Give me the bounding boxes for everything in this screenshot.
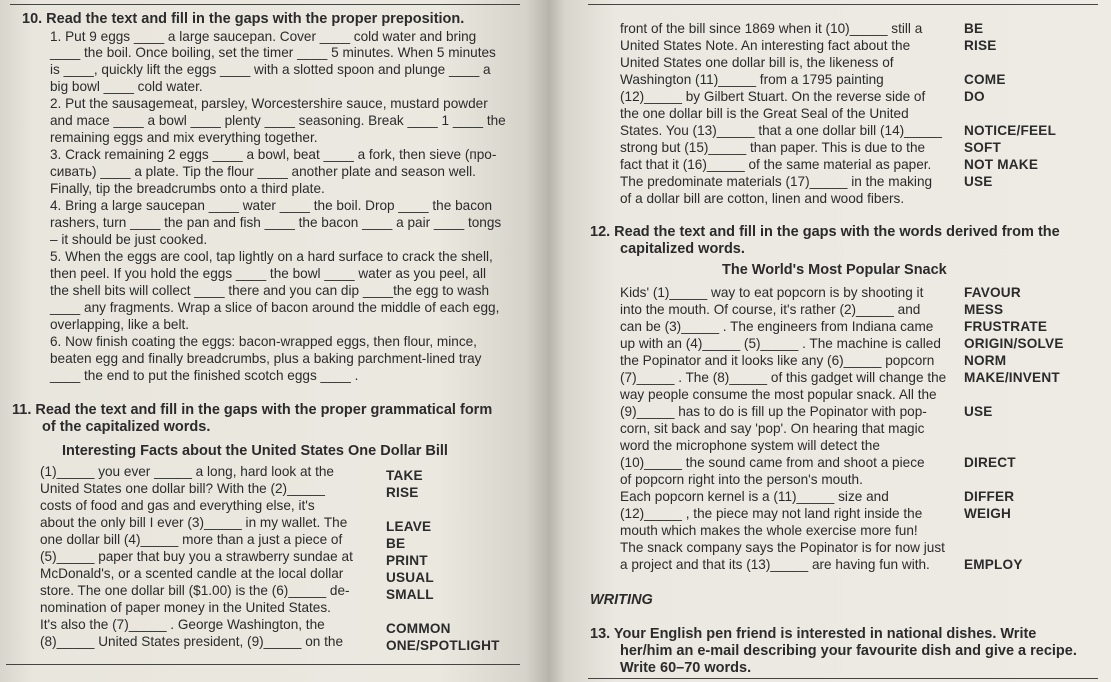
- ex11-line: United States Note. An interesting fact about the: [620, 38, 911, 53]
- ex10-line: 4. Bring a large saucepan ____ water ____ the boil. Drop ____ the bacon: [50, 198, 493, 213]
- ex12-title: The World's Most Popular Snack: [722, 262, 947, 278]
- ex10-line: then peel. If you hold the eggs ____ the bowl ____ water as you peel, all: [50, 266, 487, 281]
- ex10-line: – it should be just cooked.: [50, 232, 208, 247]
- right-page: [548, 0, 1111, 682]
- ex11-line: (1)_____ you ever _____ a long, hard look at the: [40, 464, 334, 479]
- writing-task: 13. Your English pen friend is interested in national dishes. Write: [590, 626, 1037, 642]
- ex10-line: is ____, quickly lift the eggs ____ with a slotted spoon and plunge ____ a: [50, 62, 491, 77]
- writing-task-cont: Write 60–70 words.: [620, 660, 752, 676]
- capitalized-word: MAKE/INVENT: [964, 370, 1060, 385]
- ex11-line: Washington (11)_____ from a 1795 painting: [620, 72, 884, 87]
- ex10-line: overlapping, like a belt.: [50, 317, 190, 332]
- ex12-line: corn, sit back and say 'pop'. On hearing that magic: [620, 421, 925, 436]
- ex12-line: the Popinator and it looks like any (6)_____ popcorn: [620, 353, 935, 368]
- capitalized-word: DIRECT: [964, 455, 1016, 470]
- writing-label: WRITING: [590, 592, 653, 608]
- ex12-heading: 12. Read the text and fill in the gaps with the words derived from the: [590, 224, 1060, 240]
- ex11-line: fact that it (16)_____ of the same material as paper.: [620, 157, 932, 172]
- capitalized-word: LEAVE: [386, 519, 432, 534]
- ex12-line: Kids' (1)_____ way to eat popcorn is by shooting it: [620, 285, 924, 300]
- ex10-heading: 10. Read the text and fill in the gaps with the proper preposition.: [22, 11, 465, 27]
- ex11-line: strong but (15)_____ than paper. This is due to the: [620, 140, 926, 155]
- ex12-line: Each popcorn kernel is a (11)_____ size and: [620, 489, 889, 504]
- capitalized-word: USE: [964, 404, 993, 419]
- capitalized-word: COMMON: [386, 621, 451, 636]
- ex12-line: The snack company says the Popinator is for now just: [620, 540, 945, 555]
- ex11-line: United States one dollar bill is, the likeness of: [620, 55, 894, 70]
- ex12-line: into the mouth. Of course, it's rather (2)_____ and: [620, 302, 921, 317]
- capitalized-word: PRINT: [386, 553, 428, 568]
- ex10-line: ____ the boil. Once boiling, set the timer ____ 5 minutes. When 5 minutes: [50, 45, 496, 60]
- ex12-line: (7)_____ . The (8)_____ of this gadget will change the: [620, 370, 947, 385]
- capitalized-word: COME: [964, 72, 1006, 87]
- ex10-line: and mace ____ a bowl ____ plenty ____ seasoning. Break ____ 1 ____ the: [50, 113, 506, 128]
- ex10-line: 6. Now finish coating the eggs: bacon-wrapped eggs, then flour, mince,: [50, 334, 477, 349]
- capitalized-word: WEIGH: [964, 506, 1012, 521]
- ex12-heading-cont: capitalized words.: [620, 241, 745, 257]
- ex10-line: сивать) ____ a plate. Tip the flour ____ another plate and season well.: [50, 164, 476, 179]
- capitalized-word: DIFFER: [964, 489, 1015, 504]
- capitalized-word: SOFT: [964, 140, 1002, 155]
- ex11-line: the one dollar bill is the Great Seal of the United: [620, 106, 909, 121]
- ex12-line: can be (3)_____ . The engineers from Indiana came: [620, 319, 934, 334]
- bottom-rule: [6, 664, 520, 665]
- ex10-line: 3. Crack remaining 2 eggs ____ a bowl, beat ____ a fork, then sieve (про-: [50, 147, 497, 162]
- top-rule: [588, 4, 1098, 5]
- ex11-line: States. You (13)_____ that a one dollar bill (14)_____: [620, 123, 942, 138]
- ex11-line: (5)_____ paper that buy you a strawberry sundae at: [40, 549, 353, 564]
- ex10-line: big bowl ____ cold water.: [50, 79, 203, 94]
- capitalized-word: SMALL: [386, 587, 434, 602]
- capitalized-word: NOTICE/FEEL: [964, 123, 1057, 138]
- ex12-line: word the microphone system will detect the: [620, 438, 880, 453]
- capitalized-word: USE: [964, 174, 993, 189]
- ex10-line: 5. When the eggs are cool, tap lightly on a hard surface to crack the shell,: [50, 249, 493, 264]
- left-page: [0, 0, 548, 682]
- capitalized-word: RISE: [964, 38, 997, 53]
- ex11-line: front of the bill since 1869 when it (10)_____ still a: [620, 21, 923, 36]
- ex10-line: 2. Put the sausagemeat, parsley, Worcestershire sauce, mustard powder: [50, 96, 488, 111]
- writing-task-cont: her/him an e-mail describing your favourite dish and give a recipe.: [620, 643, 1077, 659]
- ex11-title: Interesting Facts about the United States One Dollar Bill: [62, 443, 448, 459]
- capitalized-word: NOT MAKE: [964, 157, 1039, 172]
- capitalized-word: NORM: [964, 353, 1007, 368]
- ex11-line: (12)_____ by Gilbert Stuart. On the reverse side of: [620, 89, 926, 104]
- capitalized-word: BE: [386, 536, 406, 551]
- capitalized-word: RISE: [386, 485, 419, 500]
- ex12-line: (9)_____ has to do is fill up the Popinator with pop-: [620, 404, 927, 419]
- capitalized-word: FAVOUR: [964, 285, 1021, 300]
- ex12-line: (12)_____ , the piece may not land right inside the: [620, 506, 923, 521]
- ex12-line: of popcorn right into the person's mouth.: [620, 472, 863, 487]
- top-rule: [10, 4, 520, 5]
- capitalized-word: MESS: [964, 302, 1004, 317]
- ex12-line: way people consume the most popular snack. All the: [620, 387, 937, 402]
- ex10-line: ____ the end to put the finished scotch eggs ____ .: [50, 368, 359, 383]
- ex12-line: (10)_____ the sound came from and shoot a piece: [620, 455, 925, 470]
- ex11-line: McDonald's, or a scented candle at the local dollar: [40, 566, 344, 581]
- ex10-line: beaten egg and finally breadcrumbs, plus a baking parchment-lined tray: [50, 351, 482, 366]
- ex10-line: the shell bits will collect ____ there and you can dip ____the egg to wash: [50, 283, 490, 298]
- ex11-line: store. The one dollar bill ($1.00) is the (6)_____ de-: [40, 583, 350, 598]
- ex10-line: remaining eggs and mix everything together.: [50, 130, 318, 145]
- ex12-line: a project and that its (13)_____ are having fun with.: [620, 557, 930, 572]
- ex10-line: Finally, tip the breadcrumbs onto a third plate.: [50, 181, 325, 196]
- bottom-rule: [588, 678, 1098, 679]
- capitalized-word: USUAL: [386, 570, 434, 585]
- ex10-line: rashers, turn ____ the pan and fish ____ the bacon ____ a pair ____ tongs: [50, 215, 502, 230]
- ex12-line: mouth which makes the whole exercise more fun!: [620, 523, 918, 538]
- ex11-heading: 11. Read the text and fill in the gaps with the proper grammatical form: [12, 402, 493, 418]
- ex11-line: The predominate materials (17)_____ in the making: [620, 174, 933, 189]
- ex11-line: about the only bill I ever (3)_____ in my wallet. The: [40, 515, 348, 530]
- ex12-line: up with an (4)_____ (5)_____ . The machine is called: [620, 336, 941, 351]
- ex10-line: ____ any fragments. Wrap a slice of bacon around the middle of each egg,: [50, 300, 500, 315]
- ex11-line: nomination of paper money in the United States.: [40, 600, 331, 615]
- capitalized-word: ORIGIN/SOLVE: [964, 336, 1064, 351]
- capitalized-word: TAKE: [386, 468, 423, 483]
- ex10-line: 1. Put 9 eggs ____ a large saucepan. Cover ____ cold water and bring: [50, 29, 477, 44]
- capitalized-word: ONE/SPOTLIGHT: [386, 638, 500, 653]
- ex11-heading-cont: of the capitalized words.: [42, 419, 211, 435]
- capitalized-word: EMPLOY: [964, 557, 1023, 572]
- capitalized-word: DO: [964, 89, 985, 104]
- ex11-line: of a dollar bill are cotton, linen and wood fibers.: [620, 191, 905, 206]
- ex11-line: (8)_____ United States president, (9)_____ on the: [40, 634, 344, 649]
- capitalized-word: FRUSTRATE: [964, 319, 1048, 334]
- capitalized-word: BE: [964, 21, 984, 36]
- ex11-line: one dollar bill (4)_____ more than a just a piece of: [40, 532, 343, 547]
- ex11-line: costs of food and gas and everything else, it's: [40, 498, 315, 513]
- ex11-line: It's also the (7)_____ . George Washington, the: [40, 617, 325, 632]
- ex11-line: United States one dollar bill? With the (2)_____: [40, 481, 325, 496]
